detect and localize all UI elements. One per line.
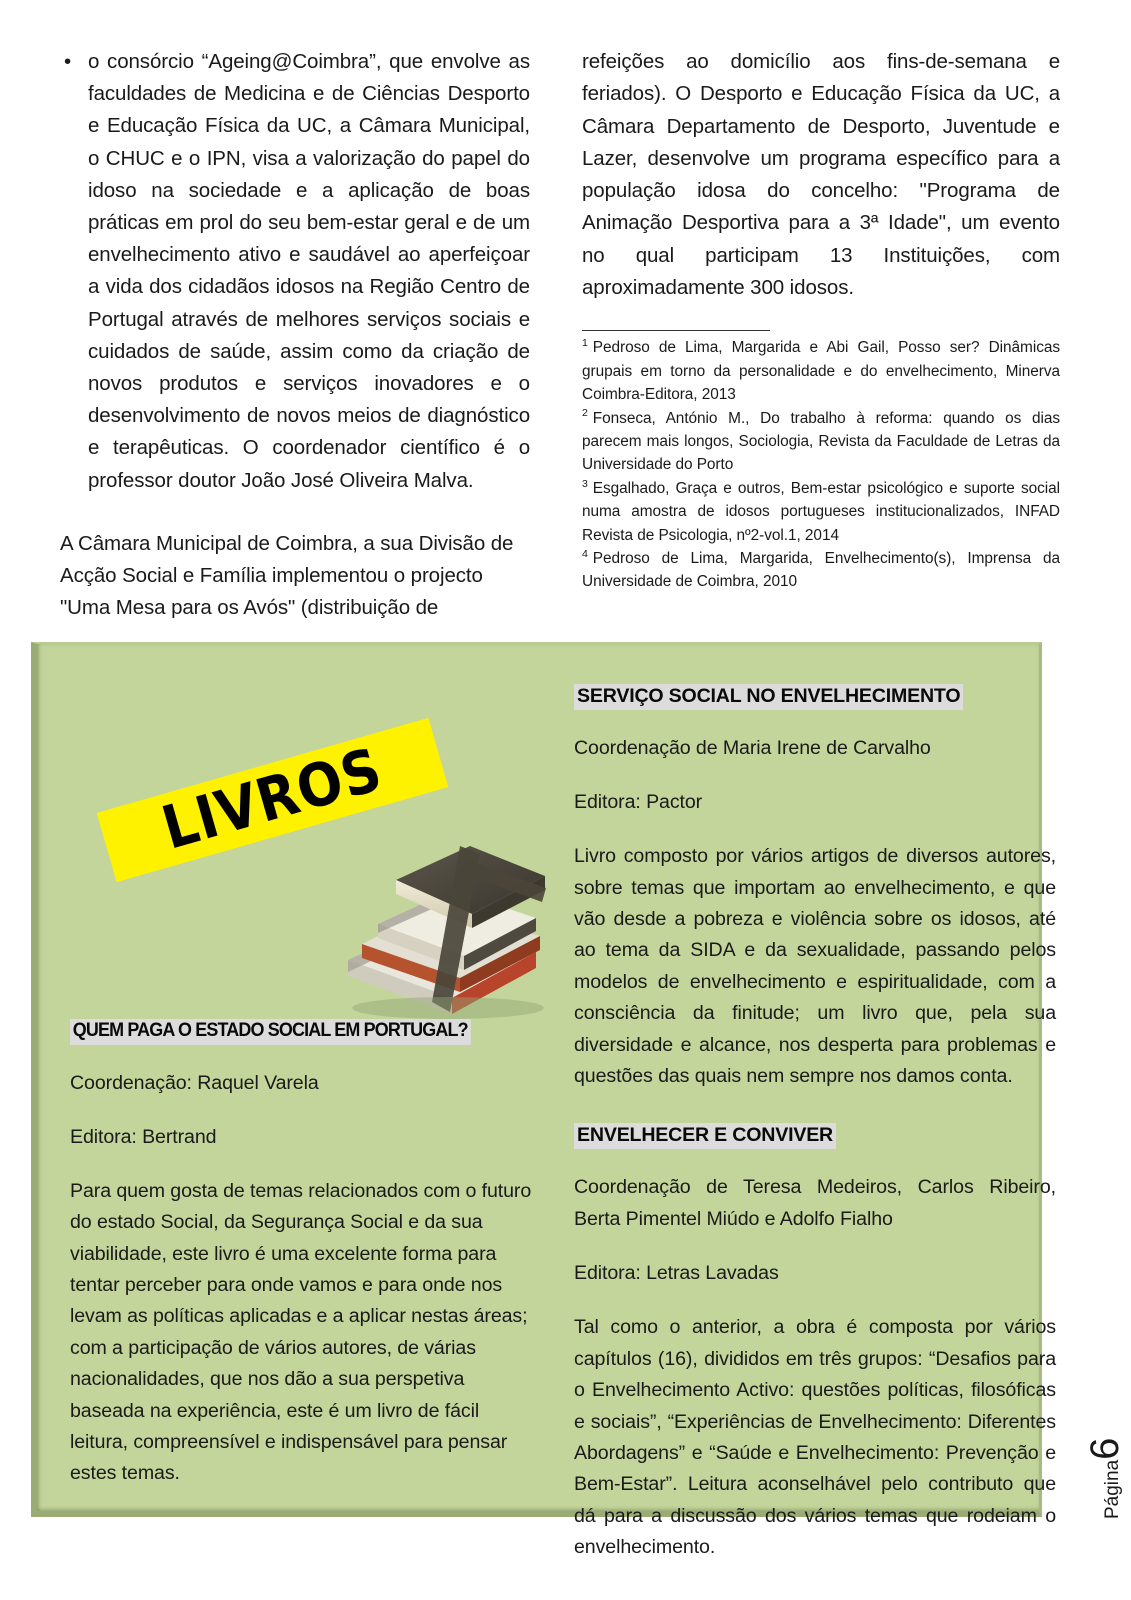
bullet-item-text: o consórcio “Ageing@Coimbra”, que envolve as faculdades de Medicina e de Ciências Desporto e Educação Física da UC, a Câmara Municipal, o CHUC e o IPN, visa a valorização do papel do idoso na sociedade e a aplicação de boas práticas em prol do seu bem-estar geral e de um envelhecimento ativo e saudável ao aperfeiçoar a vida dos cidadãos idosos na Região Centro de Portugal através de melhores serviços sociais e cuidados de saúde, assim como da criação de novos produtos e serviços inovadores e o desenvolvimento de novos meios de diagnóstico e terapêuticas. O coordenador científico é o professor doutor João José Oliveira Malva. xyxy=(88,50,530,492)
footnote-item xyxy=(582,336,1060,406)
book-entry-left xyxy=(70,1019,540,1490)
book-title-quem-paga: QUEM PAGA O ESTADO SOCIAL EM PORTUGAL? xyxy=(70,1019,470,1045)
book-publisher: Editora: Letras Lavadas xyxy=(574,1262,779,1285)
book-description: Livro composto por vários artigos de diversos autores, sobre temas que importam ao envelhecimento, e que vão desde a pobreza e violência sobre os idosos, até ao tema da SIDA e da sexualidade, passando pelos modelos de envelhecimento e espiritualidade, com a consciência da finitude; um livro que, pela sua diversidade e alcance, nos desperta para problemas e questões das quais nem sempre nos damos conta. xyxy=(574,845,1056,1087)
books-panel-right-column xyxy=(574,684,1056,1564)
footnote-item xyxy=(582,547,1060,594)
page-number-label: Página xyxy=(1102,1459,1123,1519)
article-right-column xyxy=(582,46,1060,594)
page-number xyxy=(1083,1342,1127,1522)
book-entry-envelhecer-conviver xyxy=(574,1123,1056,1563)
article-left-column xyxy=(60,46,530,645)
footnote-marker: 4 xyxy=(582,547,588,560)
books-panel xyxy=(31,642,1056,1559)
book-entry-servico-social xyxy=(574,684,1056,1092)
books-panel-left-column xyxy=(70,644,540,1511)
footnote-text: Fonseca, António M., Do trabalho à reforma: quando os dias parecem mais longos, Sociologia, Revista da Faculdade de Letras da Universidade do Porto xyxy=(582,409,1060,474)
book-coordination: Coordenação de Maria Irene de Carvalho xyxy=(574,737,931,760)
footnote-text: Pedroso de Lima, Margarida e Abi Gail, Posso ser? Dinâmicas grupais em torno da personalidade e do envelhecimento, Minerva Coimbra-Editora, 2013 xyxy=(582,339,1060,404)
book-title-servico-social: SERVIÇO SOCIAL NO ENVELHECIMENTO xyxy=(574,684,963,710)
book-heading-row xyxy=(574,684,1056,710)
footnote-text: Esgalhado, Graça e outros, Bem-estar psicológico e suporte social numa amostra de idosos portugueses institucionalizados, INFAD Revista de Psicologia, nº2-vol.1, 2014 xyxy=(582,479,1060,544)
book-title-envelhecer-conviver: ENVELHECER E CONVIVER xyxy=(574,1123,836,1149)
left-column-paragraph: A Câmara Municipal de Coimbra, a sua Divisão de Acção Social e Família implementou o projecto "Uma Mesa para os Avós" (distribuição de xyxy=(60,531,514,620)
livros-banner-label: LIVROS xyxy=(154,735,390,864)
book-heading-row xyxy=(574,1123,1056,1149)
book-stack-image xyxy=(340,832,555,1022)
book-heading-row xyxy=(70,1019,540,1045)
footnote-item xyxy=(582,477,1060,547)
footnote-marker: 1 xyxy=(582,337,588,350)
page-number-value: 6 xyxy=(1083,1437,1127,1460)
footnote-marker: 2 xyxy=(582,407,588,420)
footnote-separator xyxy=(582,330,770,331)
book-publisher: Editora: Bertrand xyxy=(70,1125,217,1148)
footnote-text: Pedroso de Lima, Margarida, Envelhecimento(s), Imprensa da Universidade de Coimbra, 2010 xyxy=(582,550,1060,591)
footnote-item xyxy=(582,407,1060,477)
footnote-list xyxy=(582,336,1060,593)
book-description: Para quem gosta de temas relacionados com o futuro do estado Social, da Segurança Social e da sua viabilidade, este livro é uma excelente forma para tentar perceber para onde vamos e para onde nos levam as políticas aplicadas e a aplicar nestas áreas; com a participação de vários autores, de várias nacionalidades, que nos dão a sua perspetiva baseada na experiência, este é um livro de fácil leitura, compreensível e indispensável para pensar estes temas. xyxy=(70,1179,532,1485)
page-number-inner xyxy=(1083,1344,1128,1519)
book-publisher: Editora: Pactor xyxy=(574,791,703,814)
book-coordination: Coordenação: Raquel Varela xyxy=(70,1071,319,1094)
footnote-marker: 3 xyxy=(582,477,588,490)
bullet-marker-icon: • xyxy=(64,50,72,73)
book-coordination: Coordenação de Teresa Medeiros, Carlos Ribeiro, Berta Pimentel Miúdo e Adolfo Fialho xyxy=(574,1176,1056,1230)
article-body xyxy=(0,46,1131,620)
book-description: Tal como o anterior, a obra é composta por vários capítulos (16), divididos em três grupos: “Desafios para o Envelhecimento Activo: questões políticas, filosóficas e sociais”, “Experiências de Envelhecimento: Diferentes Abordagens” e “Saúde e Envelhecimento: Prevenção e Bem-Estar”. Leitura aconselhável pelo contributo que dá para a discussão dos vários temas que rodeiam o envelhecimento. xyxy=(574,1316,1056,1559)
right-column-paragraph: refeições ao domicílio aos fins-de-semana e feriados). O Desporto e Educação Física da UC, a Câmara Departamento de Desporto, Juventude e Lazer, desenvolve um programa específico para a população idosa do concelho: "Programa de Animação Desportiva para a 3ª Idade", um evento no qual participam 13 Instituições, com aproximadamente 300 idosos. xyxy=(582,50,1060,300)
bullet-list-item xyxy=(60,46,530,497)
